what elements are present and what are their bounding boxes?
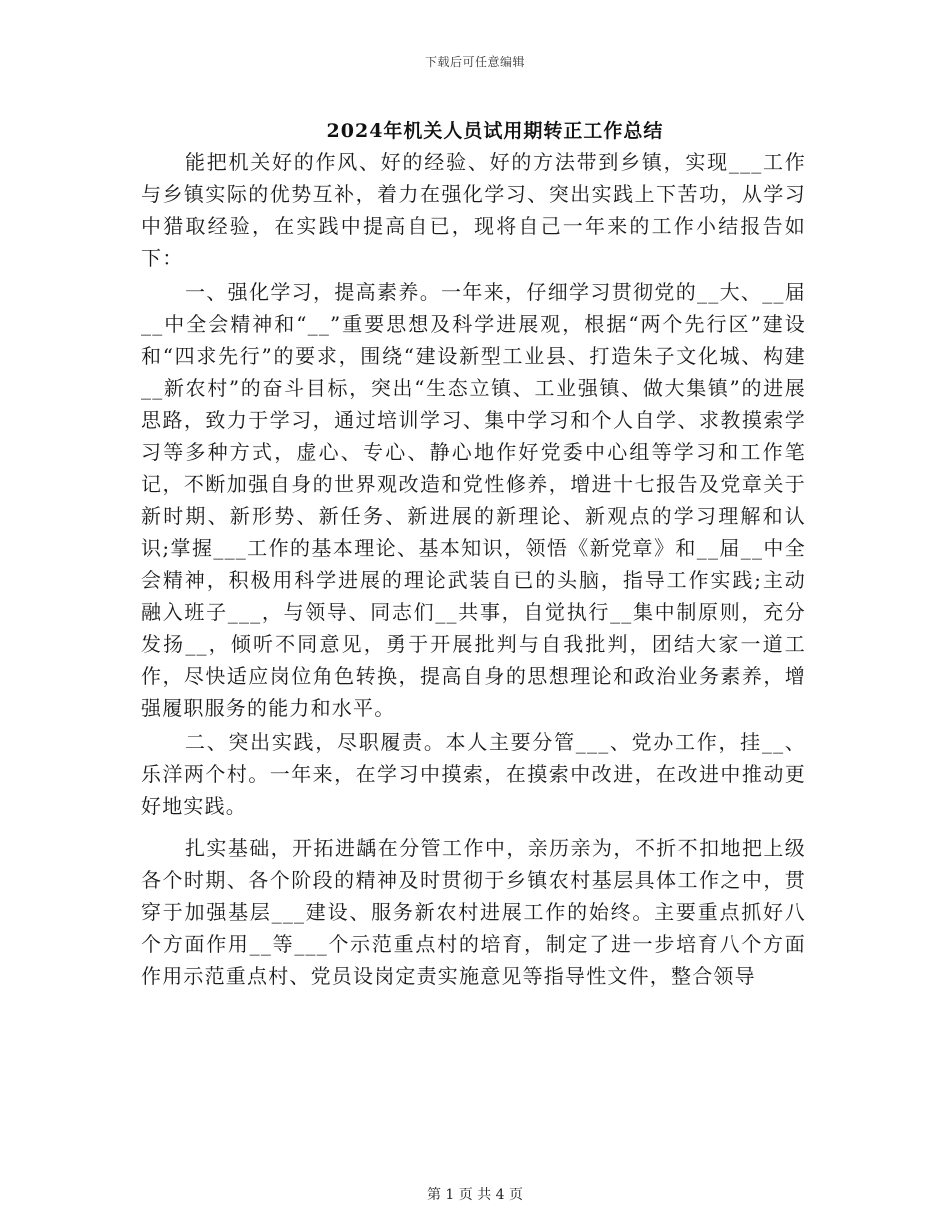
paragraph-section-two: 二、突出实践，尽职履责。本人主要分管___、党办工作，挂__、乐洋两个村。一年来，在学习中摸索，在摸索中改进，在改进中推动更好地实践。	[141, 730, 806, 818]
page-number: 第 1 页 共 4 页	[426, 1187, 524, 1203]
document-body	[141, 146, 806, 992]
paragraph-intro: 能把机关好的作风、好的经验、好的方法带到乡镇，实现___工作与乡镇实际的优势互补，着力在强化学习、突出实践上下苦功，从学习中猎取经验，在实践中提高自已，现将自己一年来的工作小结报告如下：	[141, 150, 806, 270]
paragraph-foundation: 扎实基础，开拓进龋在分管工作中，亲历亲为，不折不扣地把上级各个时期、各个阶段的精神及时贯彻于乡镇农村基层具体工作之中，贯穿于加强基层___建设、服务新农村进展工作的始终。主要重点抓好八个方面作用__等___个示范重点村的培育，制定了进一步培育八个方面作用示范重点村、党员设岗定责实施意见等指导性文件，整合领导	[141, 836, 806, 988]
document-title: 2024年机关人员试用期转正工作总结	[326, 120, 664, 142]
paragraph-section-one: 一、强化学习，提高素养。一年来，仔细学习贯彻党的__大、__届__中全会精神和“__”重要思想及科学进展观，根据“两个先行区”建设和“四求先行”的要求，围绕“建设新型工业县、打造朱子文化城、构建__新农村”的奋斗目标，突出“生态立镇、工业强镇、做大集镇”的进展思路，致力于学习，通过培训学习、集中学习和个人自学、求教摸索学习等多种方式，虚心、专心、静心地作好党委中心组等学习和工作笔记，不断加强自身的世界观改造和党性修养，增进十七报告及党章关于新时期、新形势、新任务、新进展的新理论、新观点的学习理解和认识;掌握___工作的基本理论、基本知识，领悟《新党章》和__届__中全会精神，积极用科学进展的理论武装自已的头脑，指导工作实践;主动融入班子___，与领导、同志们__共事，自觉执行__集中制原则，充分发扬__，倾听不同意见，勇于开展批判与自我批判，团结大家一道工作，尽快适应岗位角色转换，提高自身的思想理论和政治业务素养，增强履职服务的能力和水平。	[141, 280, 806, 720]
header-note: 下载后可任意编辑	[424, 55, 525, 69]
